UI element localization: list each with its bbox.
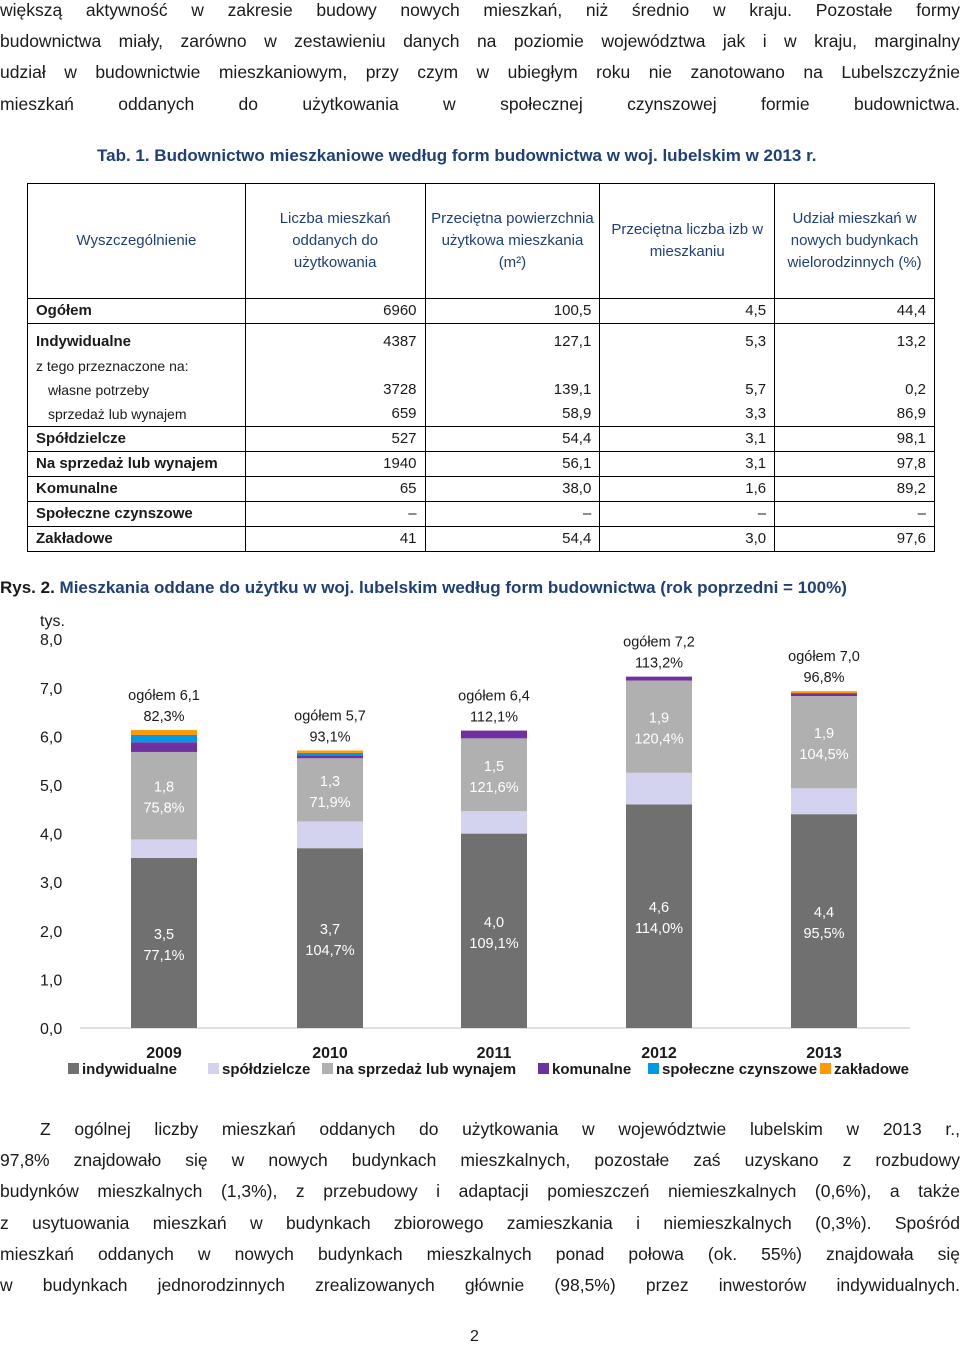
cell: 89,2: [775, 477, 935, 502]
cell: 56,1: [425, 452, 600, 477]
page-number: 2: [470, 1328, 479, 1345]
x-tick-label: 2012: [641, 1045, 677, 1062]
total-label: ogółem 7,0: [788, 649, 860, 666]
header-count: Liczba mieszkań oddanych do użytkowania: [245, 184, 425, 299]
table-row: [28, 402, 935, 427]
paragraph-line: Z ogólnej liczby mieszkań oddanych do użytkowania w województwie lubelskim w 2013 r.,: [40, 1119, 960, 1139]
cell: 3,3: [600, 402, 775, 427]
header-rooms: Przeciętna liczba izb w mieszkaniu: [600, 184, 775, 299]
data-label: 3,5: [153, 926, 175, 943]
bar-segment: [626, 773, 692, 805]
total-label: 113,2%: [634, 655, 684, 672]
table-row: [28, 502, 935, 527]
data-label: 4,4: [813, 905, 835, 922]
data-label: 77,1%: [143, 947, 185, 964]
data-label: 1,9: [813, 726, 835, 743]
row-label: sprzedaż lub wynajem: [28, 402, 246, 427]
data-label: 1,3: [319, 773, 341, 790]
paragraph-line: budownictwa miały, zarówno w zestawieniu danych na poziomie województwa jak i w kraju, marginalny: [0, 31, 960, 52]
paragraph-line: mieszkań oddanych w nowych budynkach mieszkalnych ponad połowa (ok. 55%) znajdowała się: [0, 1243, 960, 1264]
data-label: 4,0: [483, 914, 505, 931]
intro-paragraph: [0, 0, 960, 120]
cell: 65: [245, 477, 425, 502]
total-label: ogółem 5,7: [294, 708, 366, 725]
data-label: 104,5%: [799, 747, 849, 764]
legend-swatch: [322, 1063, 333, 1074]
bar-segment: [131, 730, 197, 735]
cell: 44,4: [775, 299, 935, 324]
housing-chart: [0, 600, 960, 1090]
row-label: Społeczne czynszowe: [28, 502, 246, 527]
cell: 54,4: [425, 427, 600, 452]
row-label: z tego przeznaczone na:: [28, 354, 246, 378]
cell: 5,7: [600, 378, 775, 402]
cell: 1940: [245, 452, 425, 477]
bar-segment: [131, 839, 197, 857]
legend-label: spółdzielcze: [222, 1061, 311, 1078]
legend-swatch: [208, 1063, 219, 1074]
bar-segment: [791, 691, 857, 693]
housing-table: [27, 183, 935, 552]
row-label: własne potrzeby: [28, 378, 246, 402]
y-unit-label: tys.: [40, 613, 65, 630]
total-label: ogółem 6,4: [458, 688, 530, 705]
cell: 0,2: [775, 378, 935, 402]
paragraph-line: mieszkań oddanych do użytkowania w społecznej czynszowej formie budownictwa.: [0, 93, 960, 114]
data-label: 104,7%: [305, 943, 355, 960]
paragraph-line: w budynkach jednorodzinnych zrealizowanych głównie (98,5%) przez inwestorów indywidualnych.: [0, 1274, 960, 1295]
y-tick-label: 0,0: [40, 1021, 63, 1038]
legend-swatch: [538, 1063, 549, 1074]
cell: 54,4: [425, 527, 600, 552]
table-row: [28, 477, 935, 502]
y-tick-label: 1,0: [40, 972, 63, 990]
table-caption: Tab. 1. Budownictwo mieszkaniowe według form budownictwa w woj. lubelskim w 2013 r.: [97, 146, 817, 165]
y-tick-label: 6,0: [40, 729, 63, 747]
legend-label: indywidualne: [82, 1061, 178, 1078]
legend-swatch: [68, 1063, 79, 1074]
row-label: Komunalne: [28, 477, 246, 502]
legend-label: społeczne czynszowe: [662, 1061, 818, 1078]
data-label: 120,4%: [634, 731, 684, 748]
data-label: 1,9: [648, 710, 670, 727]
row-label: Indywidualne: [28, 324, 246, 355]
legend-label: na sprzedaż lub wynajem: [336, 1061, 517, 1078]
data-label: 95,5%: [803, 926, 845, 943]
cell: 3,0: [600, 527, 775, 552]
bar-segment: [297, 753, 363, 755]
cell: –: [775, 502, 935, 527]
cell: 6960: [245, 299, 425, 324]
cell: 98,1: [775, 427, 935, 452]
chart-caption: [0, 578, 847, 598]
cell: –: [425, 502, 600, 527]
total-label: 96,8%: [803, 670, 845, 687]
table-row: [28, 427, 935, 452]
data-label: 109,1%: [469, 935, 519, 952]
y-tick-label: 4,0: [40, 826, 63, 844]
cell: 97,8: [775, 452, 935, 477]
cell: 100,5: [425, 299, 600, 324]
bar-segment: [297, 750, 363, 752]
paragraph-line: z usytuowania mieszkań w budynkach zbiorowego zamieszkania i niemieszkalnych (0,3%). Spośród: [0, 1212, 960, 1233]
total-label: 82,3%: [143, 709, 185, 726]
table-row: [28, 378, 935, 402]
cell: 5,3: [600, 324, 775, 355]
paragraph-line: większą aktywność w zakresie budowy nowych mieszkań, niż średnio w kraju. Pozostałe formy: [0, 0, 960, 20]
cell: 86,9: [775, 402, 935, 427]
total-label: ogółem 6,1: [128, 688, 200, 705]
bar-segment: [131, 735, 197, 742]
row-label: Na sprzedaż lub wynajem: [28, 452, 246, 477]
chart-caption-text: Mieszkania oddane do użytku w woj. lubelskim według form budownictwa (rok poprzedni = 100%): [59, 578, 847, 597]
row-label: Zakładowe: [28, 527, 246, 552]
table-row: [28, 299, 935, 324]
table-row: [28, 452, 935, 477]
cell: 4387: [245, 324, 425, 355]
cell: 3,1: [600, 452, 775, 477]
table-row: [28, 527, 935, 552]
total-label: 93,1%: [309, 729, 351, 746]
summary-paragraph: [0, 1114, 960, 1301]
bar-segment: [131, 742, 197, 752]
row-label: Spółdzielcze: [28, 427, 246, 452]
bar-segment: [461, 731, 527, 739]
cell: –: [600, 502, 775, 527]
bar-segment: [791, 788, 857, 814]
table-row: [28, 324, 935, 355]
cell: 4,5: [600, 299, 775, 324]
data-label: 1,8: [153, 779, 175, 796]
y-tick-label: 5,0: [40, 778, 63, 795]
data-label: 3,7: [319, 922, 341, 939]
bar-segment: [626, 677, 692, 681]
y-tick-label: 7,0: [40, 680, 63, 698]
y-tick-label: 3,0: [40, 875, 63, 893]
legend-swatch: [820, 1063, 831, 1074]
cell: 527: [245, 427, 425, 452]
cell: 139,1: [425, 378, 600, 402]
paragraph-line: 97,8% znajdowało się w nowych budynkach mieszkalnych, pozostałe zaś uzyskano z rozbudowy: [0, 1150, 960, 1171]
cell: 38,0: [425, 477, 600, 502]
total-label: 112,1%: [469, 709, 519, 726]
legend-label: zakładowe: [834, 1061, 910, 1078]
bar-segment: [297, 821, 363, 848]
data-label: 1,5: [483, 758, 505, 775]
data-label: 75,8%: [143, 800, 185, 817]
cell: 97,6: [775, 527, 935, 552]
total-label: ogółem 7,2: [623, 634, 695, 651]
x-tick-label: 2013: [806, 1045, 842, 1062]
bar-segment: [461, 811, 527, 833]
paragraph-line: budynków mieszkalnych (1,3%), z przebudowy i adaptacji pomieszczeń niemieszkalnych (0,6%), a także: [0, 1181, 960, 1202]
header-breakdown: Wyszczególnienie: [28, 184, 246, 299]
row-label: Ogółem: [28, 299, 246, 324]
table-row: [28, 354, 935, 378]
legend-swatch: [648, 1063, 659, 1074]
paragraph-line: udział w budownictwie mieszkaniowym, przy czym w ubiegłym roku nie zanotowano na Lubelszczyźnie: [0, 62, 960, 83]
y-tick-label: 2,0: [40, 923, 63, 941]
x-tick-label: 2010: [312, 1045, 348, 1062]
header-area: Przeciętna powierzchnia użytkowa mieszkania (m²): [425, 184, 600, 299]
chart-caption-prefix: Rys. 2.: [0, 578, 55, 597]
data-label: 121,6%: [469, 779, 519, 796]
cell: 127,1: [425, 324, 600, 355]
cell: 659: [245, 402, 425, 427]
data-label: 114,0%: [634, 921, 684, 938]
bar-segment: [791, 693, 857, 696]
cell: –: [245, 502, 425, 527]
cell: 3,1: [600, 427, 775, 452]
y-tick-label: 8,0: [40, 632, 63, 650]
cell: 13,2: [775, 324, 935, 355]
data-label: 4,6: [648, 900, 670, 917]
bar-segment: [297, 755, 363, 758]
data-label: 71,9%: [309, 794, 351, 811]
cell: 1,6: [600, 477, 775, 502]
x-tick-label: 2009: [146, 1045, 182, 1062]
header-share: Udział mieszkań w nowych budynkach wielorodzinnych (%): [775, 184, 935, 299]
cell: 3728: [245, 378, 425, 402]
cell: 41: [245, 527, 425, 552]
legend-label: komunalne: [552, 1061, 632, 1078]
x-tick-label: 2011: [476, 1045, 512, 1062]
cell: 58,9: [425, 402, 600, 427]
